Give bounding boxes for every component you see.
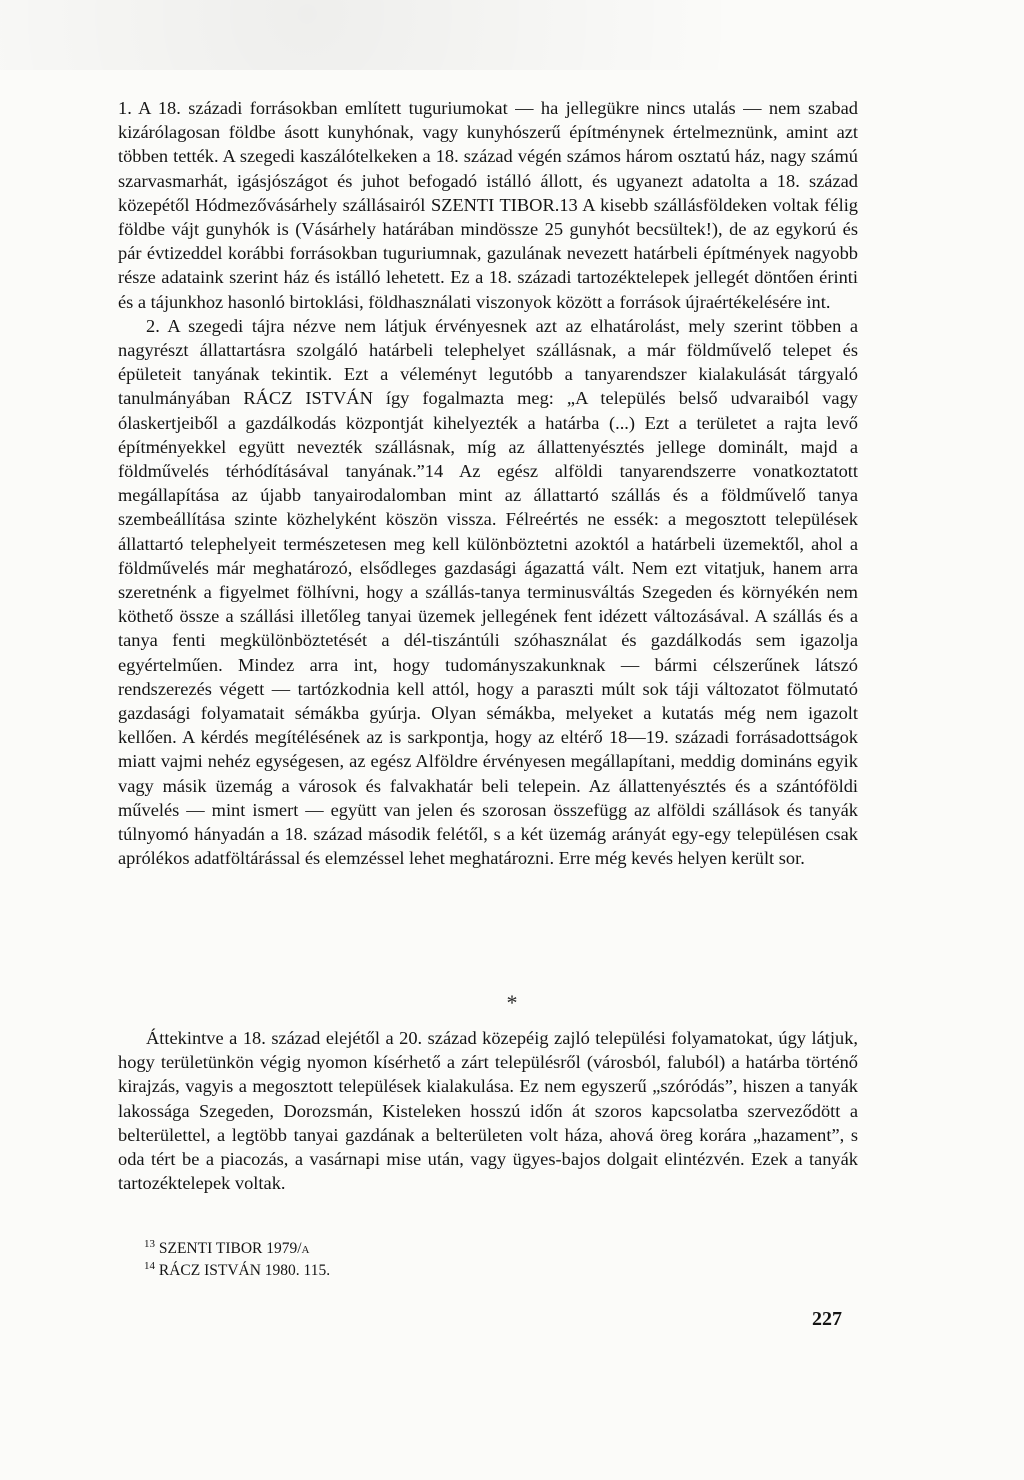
scan-noise	[0, 0, 1024, 70]
footnote-text: SZENTI TIBOR 1979/a	[158, 1240, 310, 1257]
paragraph-2: 2. A szegedi tájra nézve nem látjuk érvényesnek azt az elhatárolást, mely szerint többen a nagyrészt állattartásra szolgáló határbeli telephelyet szállásnak, a már földművelő telepet és épületeit tanyának tekintik. Ezt a véleményt legutóbb a tanyarendszer kialakulását tárgyaló tanulmányában RÁCZ ISTVÁN így fogalmazta meg: „A település belső udvaraiból vagy ólaskertjeiből a gazdálkodás központját kihelyezték a határba (...) Ezt a területet a rajta levő építményekkel együtt nevezték szállásnak, míg az állattenyésztés jellege dominált, majd a földművelés térhódításával tanyának.”14 Az egész alföldi tanyarendszerre vonatkoztatott megállapítása az újabb tanyairodalomban mint az állattartó szállás és a földművelő tanya szembeállítása szinte közhelyként köszön vissza. Félreértés ne essék: a megosztott települések állattartó telephelyeit természetesen meg kell különböztetni azoktól a határbeli üzemektől, ahol a földművelés már meghatározó, elsődleges gazdasági ágazattá vált. Nem ezt vitatjuk, hanem arra szeretnénk a figyelmet fölhívni, hogy a szállás-tanya terminusváltás Szegeden és környékén nem köthető össze a szállási illetőleg tanyai üzemek jellegének fent idézett változásával. A szállás és a tanya fenti megkülönböztetését a dél-tiszántúli szóhasználat és gazdálkodás sem igazolja egyértelműen. Mindez arra int, hogy tudományszakunknak — bármi célszerűnek látszó rendszerezés végett — tartózkodnia kell attól, hogy a paraszti múlt sok táji változatot fölmutató gazdasági folyamatait sémákba gyúrja. Olyan sémákba, melyeket a kutatás még nem igazolt kellően. A kérdés megítélésének az is sarkpontja, hogy az eltérő 18—19. századi forrásadottságok miatt vajmi nehéz egységesen, az egész Alföldre érvényesen megállapítani, meddig domináns egyik vagy másik üzemág a városok és falvakhatár beli telepein. Az állattenyésztés és a szántóföldi művelés — mint ismert — együtt van jelen és szorosan összefügg az alföldi szállások és tanyák túlnyomó hányadán a 18. század második felétől, s a két üzemág arányát egy-egy településen csak aprólékos adatföltárással és elemzéssel lehet meghatározni. Erre még kevés helyen került sor.	[118, 315, 858, 869]
footnotes	[144, 1238, 644, 1282]
paragraph-1: 1. A 18. századi forrásokban említett tuguriumokat — ha jellegükre nincs utalás — nem szabad kizárólagosan földbe ásott kunyhónak, vagy kunyhószerű építménynek értelmeznünk, amint azt többen tették. A szegedi kaszálótelkeken a 18. század végén számos három osztatú ház, nagy számú szarvasmarhát, igásjószágot és juhot befogadó istálló állott, és ugyanezt adatolta a 18. század közepétől Hódmezővásárhely szállásairól SZENTI TIBOR.13 A kisebb szállásföldeken voltak félig földbe vájt gunyhók is (Vásárhely határában mindössze 25 gunyhót becsültek!), de az egykorú és pár évtizeddel korábbi forrásokban tuguriumnak, gazulának nevezett határbeli építmények nagyobb része adataink szerint ház és istálló lehetett. Ez a 18. századi tartozéktelepek jellegét döntően érinti és a tájunkhoz hasonló birtoklási, földhasználati viszonyok között a források újraértékelésére int.	[118, 98, 858, 312]
footnote-text: RÁCZ ISTVÁN 1980. 115.	[158, 1262, 331, 1279]
main-text	[118, 96, 858, 871]
closing-paragraph	[118, 1026, 858, 1195]
page-number: 227	[812, 1308, 842, 1330]
closing-text: Áttekintve a 18. század elejétől a 20. század közepéig zajló települési folyamatokat, úgy látjuk, hogy területünkön végig nyomon kísérhető a zárt településről (városból, faluból) a határba történő kirajzás, vagyis a megosztott települések kialakulása. Ez nem egyszerű „szóródás”, hiszen a tanyák lakossága Szegeden, Dorozsmán, Kisteleken hosszú időn át szoros kapcsolatba szerveződött a belterülettel, a legtöbb tanyai gazdának a belterületen volt háza, ahová öreg korára „hazament”, s oda tért be a piacozás, a vasárnapi mise után, vagy ügyes-bajos dolgait elintézvén. Ezek a tanyák tartozéktelepek voltak.	[118, 1028, 858, 1194]
footnote-number: 13	[144, 1237, 155, 1250]
footnote-number: 14	[144, 1259, 155, 1272]
footnote-14	[144, 1260, 644, 1282]
footnote-13	[144, 1238, 644, 1260]
section-separator: *	[506, 990, 518, 1015]
